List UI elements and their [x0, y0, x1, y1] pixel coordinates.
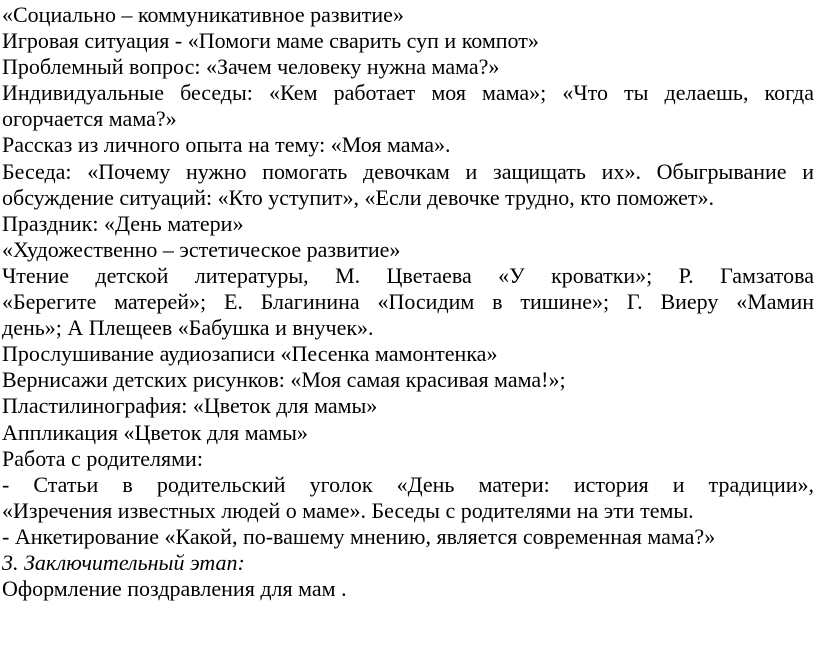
text-line: Беседа: «Почему нужно помогать девочкам и защищать их». Обыгрывание и: [2, 158, 814, 184]
stage-heading: 3. Заключительный этап:: [2, 549, 245, 575]
text-line: Вернисажи детских рисунков: «Моя самая красивая мама!»;: [2, 367, 566, 393]
text-line: Оформление поздравления для мам .: [2, 576, 347, 602]
text-line: Индивидуальные беседы: «Кем работает моя мама»; «Что ты делаешь, когда: [2, 80, 814, 106]
text-line: - Статьи в родительский уголок «День матери: история и традиции»,: [2, 471, 814, 497]
text-line: Игровая ситуация - «Помоги маме сварить суп и компот»: [2, 28, 539, 54]
text-line: Пластилинография: «Цветок для мамы»: [2, 393, 378, 419]
text-line: Чтение детской литературы, М. Цветаева «У кроватки»; Р. Гамзатова: [2, 262, 814, 288]
text-line: Прослушивание аудиозаписи «Песенка мамонтенка»: [2, 341, 498, 367]
text-line: «Изречения известных людей о маме». Беседы с родителями на эти темы.: [2, 497, 694, 523]
text-line: - Анкетирование «Какой, по-вашему мнению, является современная мама?»: [2, 523, 716, 549]
text-line: Рассказ из личного опыта на тему: «Моя мама».: [2, 132, 451, 158]
section-heading-parents: Работа с родителями:: [2, 445, 203, 471]
text-line: огорчается мама?»: [2, 106, 177, 132]
text-line: «Берегите матерей»; Е. Благинина «Посидим в тишине»; Г. Виеру «Мамин: [2, 289, 814, 315]
text-line: Проблемный вопрос: «Зачем человеку нужна мама?»: [2, 54, 500, 80]
section-heading-social: «Социально – коммуникативное развитие»: [2, 2, 404, 27]
section-heading-art: «Художественно – эстетическое развитие»: [2, 236, 401, 262]
text-line: день»; А Плещеев «Бабушка и внучек».: [2, 315, 374, 341]
text-line: обсуждение ситуаций: «Кто уступит», «Если девочке трудно, кто поможет».: [2, 184, 714, 210]
text-line: Аппликация «Цветок для мамы»: [2, 419, 308, 445]
text-line: Праздник: «День матери»: [2, 210, 244, 236]
